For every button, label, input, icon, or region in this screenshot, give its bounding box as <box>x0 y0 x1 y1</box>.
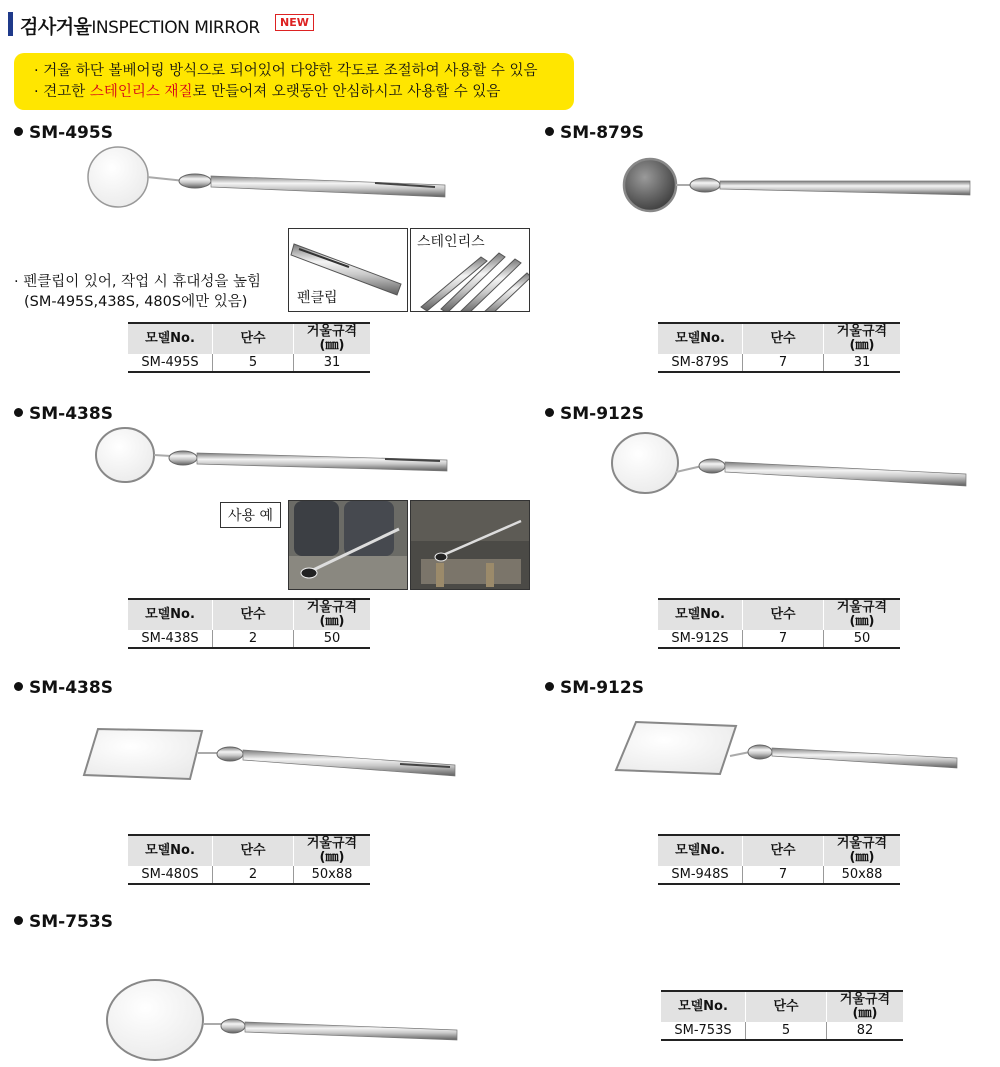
mirror-image-sm753s <box>105 978 465 1063</box>
mirror-image-sm495s <box>85 145 465 215</box>
header-stages: 단수 <box>746 991 827 1022</box>
cell-stages: 7 <box>743 630 824 648</box>
usage-example-label: 사용 예 <box>220 502 281 528</box>
mirror-image-sm912s <box>610 430 970 500</box>
header-model: 모델No. <box>658 835 743 866</box>
cell-stages: 7 <box>743 354 824 372</box>
spec-table-sm753s <box>661 990 903 1041</box>
cell-mirror: 31 <box>853 355 871 370</box>
feature-line-1: · 거울 하단 볼베어링 방식으로 되어있어 다양한 각도로 조절하여 사용할 수 있음 <box>34 63 538 79</box>
header-stages: 단수 <box>743 599 824 630</box>
spec-table-header <box>658 323 900 354</box>
spec-table-sm438s <box>128 598 370 649</box>
product-title-sm879s <box>545 123 644 143</box>
bullet-dot <box>545 408 554 417</box>
header-mirror-line-2: (㎜) <box>319 850 345 865</box>
stainless-photo <box>410 228 530 312</box>
feature-banner <box>14 53 574 110</box>
pen-clip-note <box>14 272 261 312</box>
feature-line-2-pre: · 견고한 <box>34 84 90 100</box>
header-mirror-line-1: 거울규격 <box>836 600 888 615</box>
header-mirror-line-1: 거울규격 <box>306 836 358 851</box>
page-title <box>20 12 260 39</box>
spec-table-header <box>658 835 900 866</box>
header-mirror-line-2: (㎜) <box>849 338 875 353</box>
header-mirror-line-1: 거울규격 <box>839 992 891 1007</box>
cell-stages: 2 <box>213 866 294 884</box>
cell-stages: 7 <box>743 866 824 884</box>
spec-table-sm948s <box>658 834 900 885</box>
table-row <box>661 1022 903 1040</box>
stainless-label: 스테인리스 <box>415 231 487 251</box>
cell-mirror: 50 <box>853 631 871 646</box>
product-title-sm495s <box>14 123 113 143</box>
mirror-image-sm948s <box>612 718 962 778</box>
product-title-text: SM-438S <box>29 404 113 424</box>
product-title-text: SM-912S <box>560 678 644 698</box>
header-model: 모델No. <box>128 599 213 630</box>
cell-model: SM-948S <box>658 866 743 884</box>
pen-clip-label: 펜클립 <box>295 287 340 307</box>
cell-model: SM-912S <box>658 630 743 648</box>
header-mirror-line-2: (㎜) <box>852 1006 878 1021</box>
cell-mirror: 82 <box>856 1023 874 1038</box>
title-accent-bar <box>8 12 13 36</box>
usage-photo-2 <box>410 500 530 590</box>
header-mirror-size <box>294 835 371 866</box>
header-mirror-line-2: (㎜) <box>849 614 875 629</box>
cell-stages: 5 <box>213 354 294 372</box>
header-stages: 단수 <box>213 835 294 866</box>
header-mirror-line-2: (㎜) <box>849 850 875 865</box>
cell-model: SM-879S <box>658 354 743 372</box>
product-title-text: SM-879S <box>560 123 644 143</box>
product-title-sm753s <box>14 912 113 932</box>
new-badge: NEW <box>275 14 314 31</box>
bullet-dot <box>545 127 554 136</box>
product-title-sm438s <box>14 404 113 424</box>
header-mirror-size <box>824 599 901 630</box>
table-row <box>128 630 370 648</box>
header-model: 모델No. <box>128 835 213 866</box>
spec-table-sm879s <box>658 322 900 373</box>
table-row <box>128 354 370 372</box>
cell-mirror: 50x88 <box>841 867 883 882</box>
cell-model: SM-438S <box>128 630 213 648</box>
spec-table-sm912s <box>658 598 900 649</box>
title-english: INSPECTION MIRROR <box>91 18 260 38</box>
bullet-dot <box>14 682 23 691</box>
bullet-dot <box>14 408 23 417</box>
header-stages: 단수 <box>213 323 294 354</box>
bullet-dot <box>14 916 23 925</box>
header-mirror-size <box>294 323 371 354</box>
header-mirror-size <box>824 323 901 354</box>
title-korean: 검사거울 <box>20 16 92 38</box>
header-mirror-line-2: (㎜) <box>319 614 345 629</box>
product-title-text: SM-438S <box>29 678 113 698</box>
spec-table-header <box>658 599 900 630</box>
header-mirror-line-1: 거울규격 <box>306 600 358 615</box>
table-row <box>658 866 900 884</box>
header-mirror-line-2: (㎜) <box>319 338 345 353</box>
pen-clip-note-line-1: · 펜클립이 있어, 작업 시 휴대성을 높힘 <box>14 274 261 290</box>
header-model: 모델No. <box>658 599 743 630</box>
product-title-text: SM-753S <box>29 912 113 932</box>
spec-table-header <box>661 991 903 1022</box>
cell-model: SM-753S <box>661 1022 746 1040</box>
mirror-image-sm438s <box>95 425 455 485</box>
cell-model: SM-495S <box>128 354 213 372</box>
header-model: 모델No. <box>658 323 743 354</box>
header-mirror-size <box>824 835 901 866</box>
feature-line-2 <box>34 80 500 101</box>
mirror-image-sm879s <box>620 155 980 215</box>
product-title-sm948s <box>545 678 644 698</box>
header-mirror-size <box>294 599 371 630</box>
cell-mirror: 31 <box>323 355 341 370</box>
cell-mirror: 50x88 <box>311 867 353 882</box>
cell-stages: 5 <box>746 1022 827 1040</box>
cell-model: SM-480S <box>128 866 213 884</box>
header-mirror-size <box>827 991 904 1022</box>
cell-mirror: 50 <box>323 631 341 646</box>
spec-table-header <box>128 835 370 866</box>
table-row <box>658 354 900 372</box>
header-mirror-line-1: 거울규격 <box>836 324 888 339</box>
header-stages: 단수 <box>743 835 824 866</box>
cell-stages: 2 <box>213 630 294 648</box>
pen-clip-photo <box>288 228 408 312</box>
header-model: 모델No. <box>661 991 746 1022</box>
header-stages: 단수 <box>213 599 294 630</box>
header-mirror-line-1: 거울규격 <box>306 324 358 339</box>
mirror-image-sm480s <box>80 725 465 785</box>
bullet-dot <box>14 127 23 136</box>
spec-table-header <box>128 599 370 630</box>
product-title-sm480s <box>14 678 113 698</box>
product-title-text: SM-912S <box>560 404 644 424</box>
spec-table-header <box>128 323 370 354</box>
spec-table-sm480s <box>128 834 370 885</box>
header-mirror-line-1: 거울규격 <box>836 836 888 851</box>
product-title-sm912s <box>545 404 644 424</box>
bullet-dot <box>545 682 554 691</box>
header-stages: 단수 <box>743 323 824 354</box>
usage-photo-1 <box>288 500 408 590</box>
product-title-text: SM-495S <box>29 123 113 143</box>
header-model: 모델No. <box>128 323 213 354</box>
feature-line-2-highlight: 스테인리스 재질 <box>89 84 193 100</box>
feature-line-2-post: 로 만들어져 오랫동안 안심하시고 사용할 수 있음 <box>192 84 501 100</box>
table-row <box>658 630 900 648</box>
table-row <box>128 866 370 884</box>
pen-clip-note-line-2: (SM-495S,438S, 480S에만 있음) <box>24 294 248 310</box>
spec-table-sm495s <box>128 322 370 373</box>
